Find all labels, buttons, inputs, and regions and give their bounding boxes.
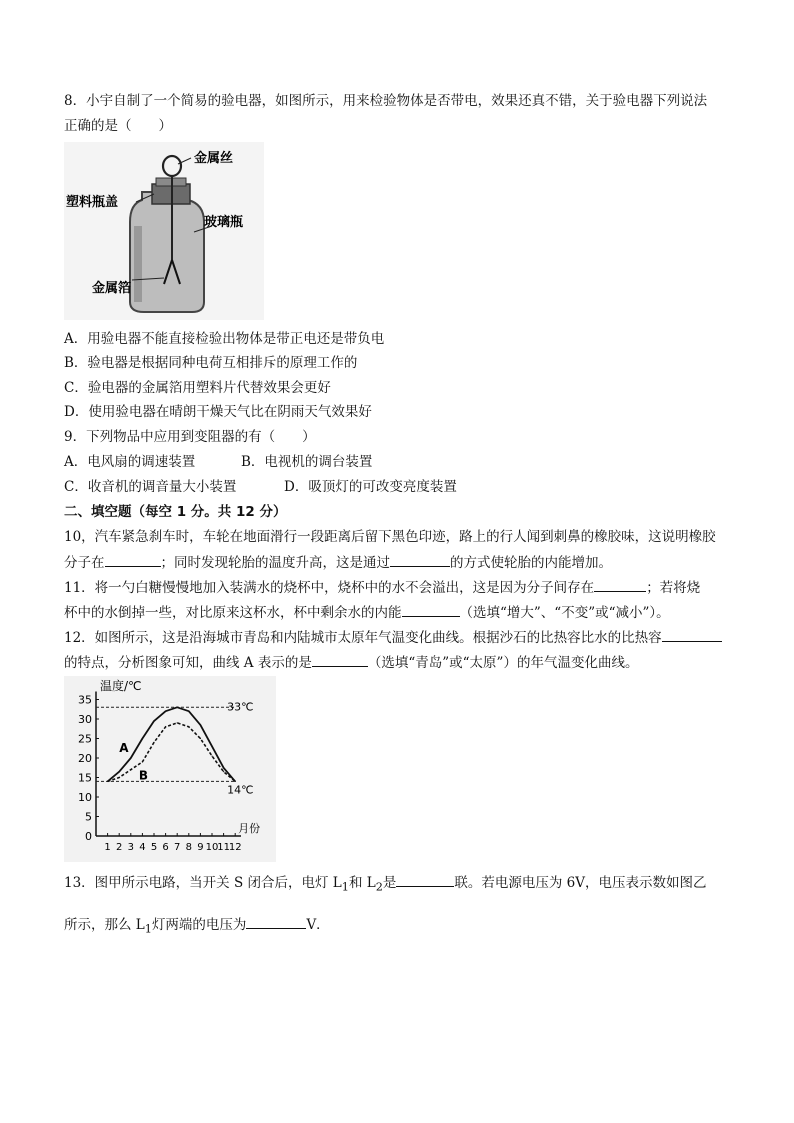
label-wire: 金属丝 bbox=[194, 151, 234, 166]
data-point bbox=[200, 724, 201, 725]
q8-option-d: D．使用验电器在晴朗干燥天气比在阴雨天气效果好 bbox=[64, 404, 372, 420]
series-label-a: A bbox=[119, 741, 129, 756]
q12-blank-1[interactable] bbox=[662, 627, 722, 642]
y-tick-label: 0 bbox=[85, 830, 92, 843]
x-tick-label: 6 bbox=[162, 842, 169, 853]
q8-option-b: B．验电器是根据同种电荷互相排斥的原理工作的 bbox=[64, 355, 358, 371]
q11-text-c: 杯中的水倒掉一些，对比原来这杯水，杯中剩余水的内能 bbox=[64, 605, 402, 621]
data-point bbox=[177, 722, 178, 723]
q13-line1 bbox=[64, 872, 707, 897]
q9-stem: 9．下列物品中应用到变阻器的有（ ） bbox=[64, 429, 316, 445]
series-label-b: B bbox=[138, 768, 149, 783]
q10-line2 bbox=[64, 552, 612, 572]
data-point bbox=[211, 746, 212, 747]
y-axis-title: 温度/℃ bbox=[100, 679, 142, 693]
x-tick-label: 1 bbox=[104, 842, 111, 853]
q12-text-a: 12．如图所示，这是沿海城市青岛和内陆城市太原年气温变化曲线。根据沙石的比热容比水的比热容 bbox=[64, 630, 662, 646]
x-tick-label: 11 bbox=[217, 842, 230, 853]
data-point bbox=[188, 726, 189, 727]
q13-blank-1[interactable] bbox=[396, 872, 454, 887]
q11-line1 bbox=[64, 577, 700, 597]
q10-text-b: ；同时发现轮胎的温度升高，这是通过 bbox=[160, 555, 390, 571]
q10-text-a: 分子在 bbox=[64, 555, 105, 571]
q13-line2 bbox=[64, 914, 330, 939]
q8-option-a: A．用验电器不能直接检验出物体是带正电还是带负电 bbox=[64, 331, 385, 347]
q11-line2 bbox=[64, 602, 670, 622]
x-tick-label: 7 bbox=[174, 842, 181, 853]
data-point bbox=[177, 707, 178, 708]
data-point bbox=[153, 720, 154, 721]
q10-blank-1[interactable] bbox=[105, 552, 161, 567]
x-axis-title: 月份 bbox=[238, 822, 261, 835]
data-point bbox=[119, 771, 120, 772]
electroscope-drawing bbox=[64, 142, 264, 320]
q10-line1: 10，汽车紧急刹车时，车轮在地面滑行一段距离后留下黑色印迹，路上的行人闻到刺鼻的橡胶味，这说明橡胶 bbox=[64, 529, 716, 545]
section-title: 二、填空题（每空 1 分。共 12 分） bbox=[64, 504, 287, 520]
x-tick-label: 12 bbox=[228, 842, 242, 853]
y-tick-label: 15 bbox=[78, 771, 92, 785]
q13-sub-1: 1 bbox=[341, 880, 349, 894]
q10-blank-2[interactable] bbox=[390, 552, 450, 567]
data-point bbox=[165, 711, 166, 712]
data-point bbox=[130, 757, 131, 758]
q13-text-c: 是 bbox=[382, 875, 397, 891]
data-point bbox=[211, 755, 212, 756]
reference-label: 33℃ bbox=[227, 700, 254, 714]
q8-stem-line2: 正确的是（ ） bbox=[64, 118, 172, 134]
data-point bbox=[142, 761, 143, 762]
data-point bbox=[235, 781, 236, 782]
q11-blank-1[interactable] bbox=[594, 577, 646, 592]
q13-blank-2[interactable] bbox=[246, 914, 306, 929]
q13-sub-3: 1 bbox=[144, 922, 152, 936]
q9-option-c: C．收音机的调音量大小装置 bbox=[64, 479, 237, 495]
y-tick-label: 5 bbox=[85, 810, 92, 824]
q8-stem-line1: 8．小宇自制了一个简易的验电器，如图所示，用来检验物体是否带电，效果还真不错，关于验电器下列说法 bbox=[64, 93, 708, 109]
q11-text-d: （选填“增大”、“不变”或“减小”）。 bbox=[459, 605, 670, 621]
y-tick-label: 10 bbox=[78, 791, 92, 804]
y-tick-label: 35 bbox=[78, 693, 92, 707]
temperature-chart-svg bbox=[64, 676, 276, 862]
x-tick-label: 9 bbox=[197, 842, 204, 853]
x-tick-label: 4 bbox=[139, 842, 146, 853]
q12-blank-2[interactable] bbox=[312, 652, 368, 667]
label-jar: 玻璃瓶 bbox=[204, 215, 244, 230]
data-point bbox=[223, 771, 224, 772]
q13-text-b: 和 L bbox=[348, 875, 376, 891]
q12-line1 bbox=[64, 627, 722, 647]
q11-text-a: 11．将一勺白糖慢慢地加入装满水的烧杯中，烧杯中的水不会溢出，这是因为分子间存在 bbox=[64, 580, 595, 596]
q13-text-g: V． bbox=[306, 917, 330, 933]
data-point bbox=[200, 738, 201, 739]
data-point bbox=[119, 777, 120, 778]
data-point bbox=[188, 711, 189, 712]
q13-text-d: 联。若电源电压为 6V，电压表示数如图乙 bbox=[454, 875, 707, 891]
y-tick-label: 20 bbox=[78, 752, 92, 765]
x-tick-label: 5 bbox=[150, 842, 158, 853]
q11-text-b: ；若将烧 bbox=[646, 580, 701, 596]
q13-text-e: 所示，那么 L bbox=[64, 917, 145, 933]
q12-line2 bbox=[64, 652, 638, 672]
data-point bbox=[223, 767, 224, 768]
q12-text-c: （选填“青岛”或“太原”）的年气温变化曲线。 bbox=[367, 655, 639, 671]
temperature-chart bbox=[64, 676, 276, 862]
q9-option-b: B．电视机的调台装置 bbox=[241, 454, 373, 470]
label-cap: 塑料瓶盖 bbox=[66, 195, 119, 210]
data-point bbox=[130, 769, 131, 770]
x-tick-label: 8 bbox=[185, 842, 192, 853]
data-point bbox=[165, 726, 166, 727]
q12-text-b: 的特点，分析图象可知，曲线 A 表示的是 bbox=[64, 655, 312, 671]
q10-text-c: 的方式使轮胎的内能增加。 bbox=[450, 555, 612, 571]
q13-sub-2: 2 bbox=[375, 880, 383, 894]
y-tick-label: 25 bbox=[78, 732, 92, 746]
q9-option-a: A．电风扇的调速装置 bbox=[64, 454, 196, 470]
label-foil: 金属箔 bbox=[92, 281, 132, 296]
q13-text-a: 13．图甲所示电路，当开关 S 闭合后，电灯 L bbox=[64, 875, 342, 891]
data-point bbox=[142, 738, 143, 739]
x-tick-label: 10 bbox=[205, 842, 219, 853]
q11-blank-2[interactable] bbox=[402, 602, 460, 617]
q8-option-c: C．验电器的金属箔用塑料片代替效果会更好 bbox=[64, 380, 331, 396]
q9-option-d: D．吸顶灯的可改变亮度装置 bbox=[284, 479, 457, 495]
q13-text-f: 灯两端的电压为 bbox=[151, 917, 247, 933]
y-tick-label: 30 bbox=[78, 713, 92, 726]
data-point bbox=[107, 781, 108, 782]
electroscope-figure bbox=[64, 142, 264, 320]
data-point bbox=[153, 742, 154, 743]
reference-label: 14℃ bbox=[227, 783, 254, 797]
x-tick-label: 2 bbox=[116, 842, 123, 853]
x-tick-label: 3 bbox=[127, 842, 134, 853]
